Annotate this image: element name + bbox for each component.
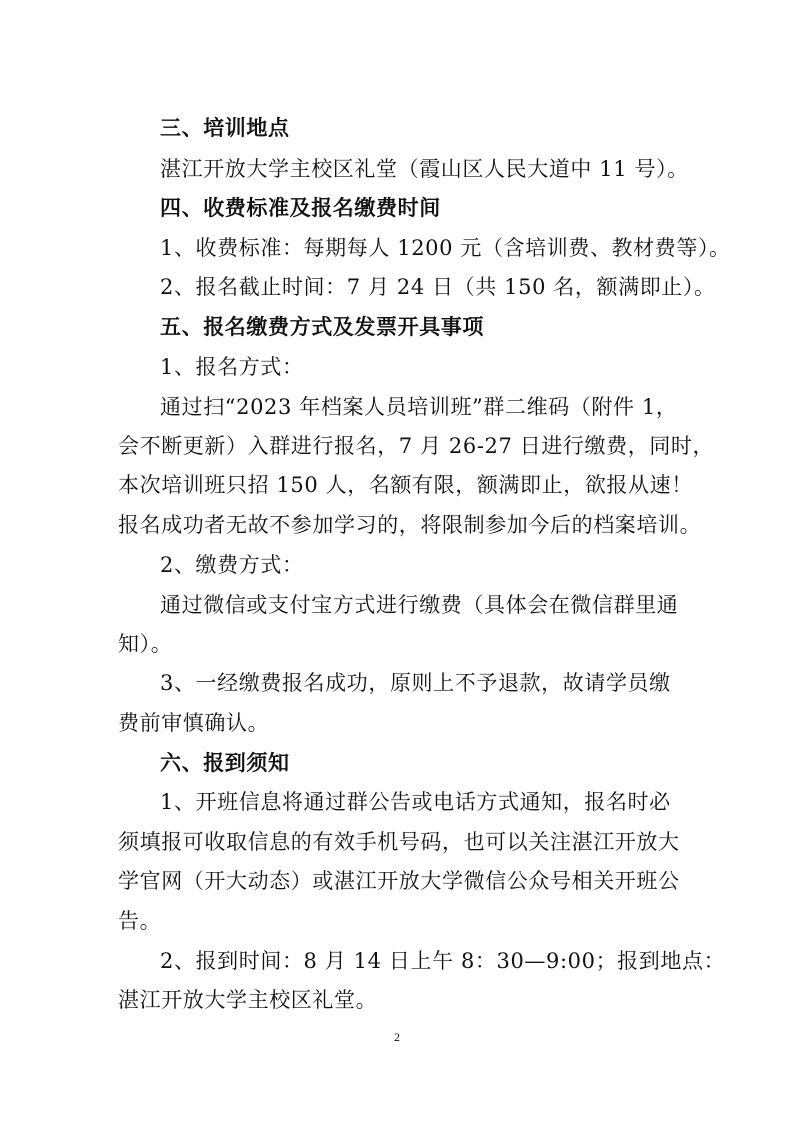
registration-deadline-text: 2、报名截止时间：7 月 24 日（共 150 名，额满即止）。 bbox=[160, 275, 716, 299]
refund-paragraph-line: 费前审慎确认。 bbox=[118, 711, 270, 735]
registration-paragraph-line: 会不断更新）入群进行报名，7 月 26-27 日进行缴费，同时， bbox=[118, 434, 715, 458]
payment-method-subheading: 2、缴费方式： bbox=[160, 553, 304, 577]
registration-paragraph-line: 报名成功者无故不参加学习的，将限制参加今后的档案培训。 bbox=[118, 513, 702, 537]
registration-paragraph-line: 本次培训班只招 150 人，名额有限，额满即止，欲报从速！ bbox=[118, 473, 693, 497]
payment-paragraph-line: 通过微信或支付宝方式进行缴费（具体会在微信群里通 bbox=[160, 593, 679, 617]
refund-paragraph-line: 3、一经缴费报名成功，原则上不予退款，故请学员缴 bbox=[160, 671, 671, 695]
registration-paragraph-line: 通过扫“2023 年档案人员培训班”群二维码（附件 1， bbox=[160, 395, 678, 419]
fee-standard-text: 1、收费标准：每期每人 1200 元（含培训费、教材费等）。 bbox=[160, 236, 731, 260]
training-location-text: 湛江开放大学主校区礼堂（霞山区人民大道中 11 号）。 bbox=[160, 157, 689, 181]
section-heading-fees: 四、收费标准及报名缴费时间 bbox=[160, 196, 441, 220]
page-number: 2 bbox=[394, 1030, 400, 1044]
section-heading-payment-method: 五、报名缴费方式及发票开具事项 bbox=[160, 315, 484, 339]
payment-paragraph-line: 知）。 bbox=[118, 632, 173, 656]
registration-method-subheading: 1、报名方式： bbox=[160, 355, 304, 379]
notice-paragraph-line: 告。 bbox=[118, 909, 162, 933]
section-heading-check-in: 六、报到须知 bbox=[160, 751, 290, 775]
section-heading-training-location: 三、培训地点 bbox=[160, 116, 290, 140]
check-in-location-line: 湛江开放大学主校区礼堂。 bbox=[118, 988, 378, 1012]
notice-paragraph-line: 须填报可收取信息的有效手机号码，也可以关注湛江开放大 bbox=[118, 830, 680, 854]
check-in-time-line: 2、报到时间：8 月 14 日上午 8：30—9:00；报到地点： bbox=[160, 949, 726, 973]
notice-paragraph-line: 学官网（开大动态）或湛江开放大学微信公众号相关开班公 bbox=[118, 869, 680, 893]
notice-paragraph-line: 1、开班信息将通过群公告或电话方式通知，报名时必 bbox=[160, 790, 671, 814]
